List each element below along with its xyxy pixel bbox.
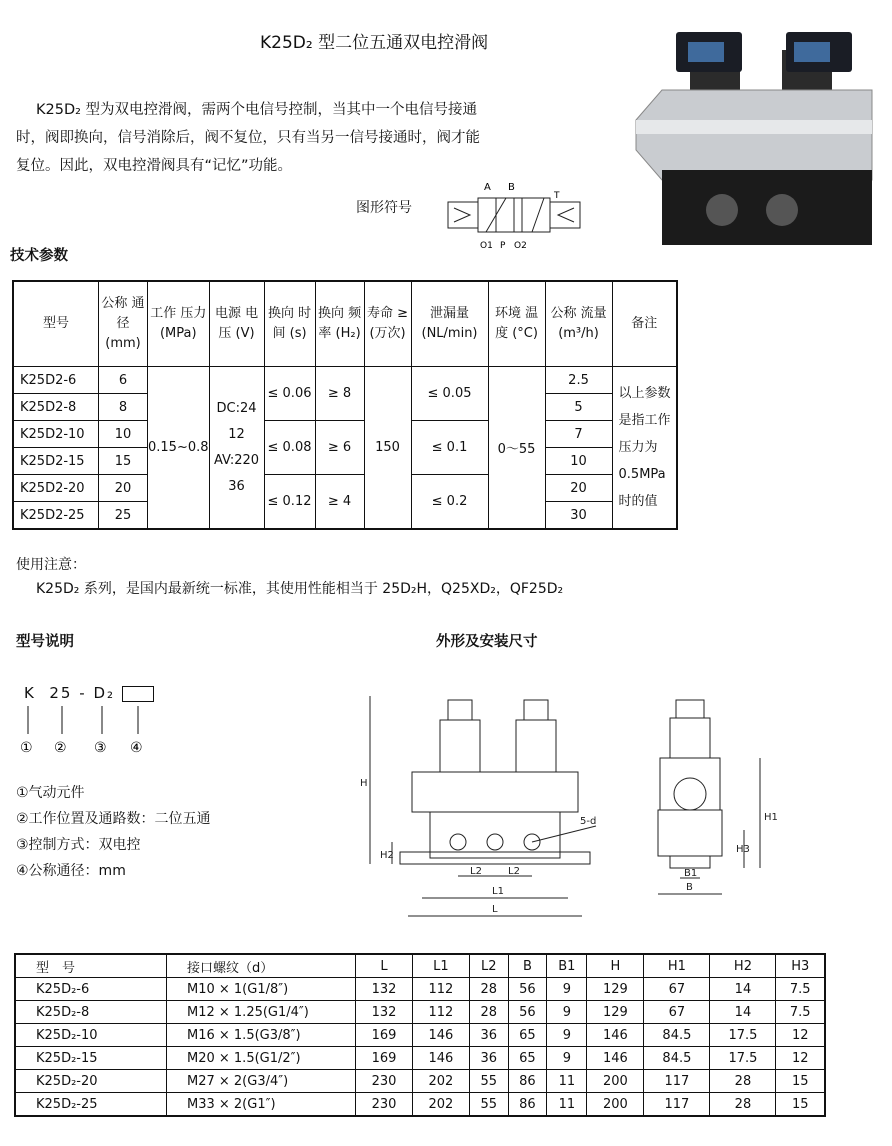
th-switch-time: 换向 时间 (s): [264, 281, 315, 367]
dimension-section-title: 外形及安装尺寸: [436, 634, 538, 650]
side-bore: [674, 778, 706, 810]
cell-life: 150: [364, 367, 411, 530]
dh-b1: B1: [547, 954, 587, 978]
tech-section-title: 技术参数: [10, 248, 68, 264]
cell-frequency: ≥ 4: [315, 475, 364, 530]
dim-label-b: B: [686, 882, 693, 893]
cell-flow: 7: [545, 421, 612, 448]
cell-model: K25D2-25: [13, 502, 99, 530]
side-base: [658, 810, 722, 856]
cell-diameter: 8: [99, 394, 148, 421]
front-view-drawing: [350, 690, 610, 930]
symbol-port-a: A: [484, 182, 491, 193]
model-item-1: ①气动元件: [16, 785, 85, 801]
dim-cell: M33 × 2(G1″): [167, 1093, 356, 1117]
model-item-3: ③控制方式：双电控: [16, 837, 141, 853]
dim-cell: M10 × 1(G1/8″): [167, 978, 356, 1001]
dim-table-header: [15, 954, 825, 978]
model-code-series: 25: [49, 684, 73, 702]
model-item-4: ④公称通径：mm: [16, 863, 126, 879]
dim-cell: 36: [469, 1047, 508, 1070]
dim-cell: 146: [587, 1047, 644, 1070]
usage-text: K25D₂ 系列，是国内最新统一标准，其使用性能相当于 25D₂H，Q25XD₂，QF25D₂: [36, 581, 564, 597]
remark-line: 以上参数: [618, 386, 671, 401]
cell-model: K25D2-10: [13, 421, 99, 448]
dim-cell: 67: [644, 978, 710, 1001]
dim-cell: 9: [547, 1001, 587, 1024]
th-flow: 公称 流量 (m³/h): [545, 281, 612, 367]
dim-cell: 169: [356, 1047, 413, 1070]
remark-line: 压力为: [618, 440, 658, 455]
dim-label-l: L: [492, 904, 498, 915]
dim-cell: 14: [710, 978, 776, 1001]
front-solenoid-right: [516, 720, 556, 772]
cell-model: K25D2-15: [13, 448, 99, 475]
symbol-label: 图形符号: [356, 200, 412, 216]
model-code-k: K: [24, 684, 36, 702]
dim-cell: M20 × 1.5(G1/2″): [167, 1047, 356, 1070]
dim-cell: K25D₂-6: [15, 978, 167, 1001]
dim-cell: 67: [644, 1001, 710, 1024]
dim-cell: K25D₂-15: [15, 1047, 167, 1070]
dim-cell: 11: [547, 1070, 587, 1093]
cell-flow: 20: [545, 475, 612, 502]
page-title: K25D₂ 型二位五通双电控滑阀: [260, 33, 489, 53]
symbol-port-t: T: [554, 191, 560, 201]
cell-temperature: 0～55: [488, 367, 545, 530]
dim-cell: 146: [412, 1024, 469, 1047]
dh-thread: 接口螺纹（d）: [167, 954, 356, 978]
remark-line: 时的值: [618, 494, 658, 509]
dim-cell: 28: [710, 1070, 776, 1093]
symbol-flow-4: [532, 198, 544, 232]
dim-cell: 65: [508, 1024, 547, 1047]
dim-cell: 230: [356, 1070, 413, 1093]
th-model: 型号: [13, 281, 99, 367]
front-port-2: [487, 834, 503, 850]
dh-h3: H3: [776, 954, 825, 978]
side-body: [660, 758, 720, 810]
model-code-d: D₂: [93, 684, 116, 702]
table-row: [15, 1047, 825, 1070]
dh-b: B: [508, 954, 547, 978]
front-solenoid-left: [440, 720, 480, 772]
dim-label-b1: B1: [684, 868, 698, 879]
th-life: 寿命 ≥ (万次): [364, 281, 411, 367]
dim-cell: 129: [587, 1001, 644, 1024]
symbol-port-p: P: [500, 241, 506, 251]
dim-cell: K25D₂-8: [15, 1001, 167, 1024]
front-valve-base: [430, 812, 560, 858]
cell-pressure: 0.15~0.8: [148, 367, 210, 530]
dim-cell: 15: [776, 1093, 825, 1117]
dim-cell: 7.5: [776, 978, 825, 1001]
dim-cell: 28: [710, 1093, 776, 1117]
port-hole-2: [766, 194, 798, 226]
dim-cell: 9: [547, 1047, 587, 1070]
dim-cell: 9: [547, 978, 587, 1001]
dim-label-d: 5-d: [580, 816, 597, 827]
table-row: [15, 1093, 825, 1117]
cell-switch-time: ≤ 0.12: [264, 475, 315, 530]
th-remark: 备注: [612, 281, 677, 367]
dim-cell: 28: [469, 1001, 508, 1024]
dim-cell: 117: [644, 1070, 710, 1093]
dim-cell: 132: [356, 978, 413, 1001]
dim-cell: M16 × 1.5(G3/8″): [167, 1024, 356, 1047]
dim-cell: 28: [469, 978, 508, 1001]
dim-cell: K25D₂-20: [15, 1070, 167, 1093]
tech-table-header: [13, 281, 677, 367]
solenoid-label-right: [794, 42, 830, 62]
dim-cell: 7.5: [776, 1001, 825, 1024]
model-number-3: ③: [94, 740, 107, 756]
symbol-right-coil: [558, 208, 574, 222]
table-row: [13, 421, 677, 448]
dim-label-h2: H2: [380, 850, 394, 861]
voltage-12: 12: [228, 426, 245, 442]
dim-cell: K25D₂-10: [15, 1024, 167, 1047]
cell-flow: 10: [545, 448, 612, 475]
cell-flow: 2.5: [545, 367, 612, 394]
symbol-box-right: [514, 198, 550, 232]
dim-cell: 117: [644, 1093, 710, 1117]
model-item-2: ②工作位置及通路数：二位五通: [16, 811, 211, 827]
dim-cell: 17.5: [710, 1047, 776, 1070]
valve-photo: [632, 20, 882, 260]
front-valve-body: [412, 772, 578, 812]
dim-cell: 112: [412, 1001, 469, 1024]
dim-label-l2b: L2: [508, 866, 520, 877]
dim-cell: 11: [547, 1093, 587, 1117]
cell-remark: [612, 367, 677, 530]
dim-label-h: H: [360, 778, 368, 789]
dim-label-l1: L1: [492, 886, 504, 897]
dim-cell: 202: [412, 1093, 469, 1117]
dh-h2: H2: [710, 954, 776, 978]
cell-diameter: 25: [99, 502, 148, 530]
dim-cell: M12 × 1.25(G1/4″): [167, 1001, 356, 1024]
model-section-title: 型号说明: [16, 634, 74, 650]
remark-line: 0.5MPa: [618, 467, 666, 482]
side-solenoid: [670, 718, 710, 758]
dim-cell: 112: [412, 978, 469, 1001]
cell-frequency: ≥ 6: [315, 421, 364, 475]
dim-cell: 56: [508, 978, 547, 1001]
model-number-1: ①: [20, 740, 33, 756]
dh-h1: H1: [644, 954, 710, 978]
dim-cell: 200: [587, 1093, 644, 1117]
th-pressure: 工作 压力 (MPa): [148, 281, 210, 367]
dim-cell: 146: [587, 1024, 644, 1047]
dim-cell: 56: [508, 1001, 547, 1024]
th-diameter: 公称 通径 (mm): [99, 281, 148, 367]
dim-cell: 86: [508, 1093, 547, 1117]
th-temperature: 环境 温度 (°C): [488, 281, 545, 367]
th-voltage: 电源 电压 (V): [209, 281, 264, 367]
model-code-leaders: [16, 700, 166, 760]
dim-cell: 84.5: [644, 1047, 710, 1070]
voltage-ac: AV:220: [213, 452, 260, 468]
dim-cell: 202: [412, 1070, 469, 1093]
dim-cell: 9: [547, 1024, 587, 1047]
usage-title: 使用注意：: [16, 557, 86, 573]
dim-cell: 169: [356, 1024, 413, 1047]
valve-body-highlight: [636, 120, 872, 134]
dim-cell: 12: [776, 1047, 825, 1070]
dim-cell: 14: [710, 1001, 776, 1024]
dh-model: 型 号: [15, 954, 167, 978]
dim-label-h1: H1: [764, 812, 778, 823]
dim-cell: M27 × 2(G3/4″): [167, 1070, 356, 1093]
cell-model: K25D2-20: [13, 475, 99, 502]
cell-flow: 30: [545, 502, 612, 530]
model-number-2: ②: [54, 740, 67, 756]
table-row: [13, 475, 677, 502]
intro-paragraph: K25D₂ 型为双电控滑阀，需两个电信号控制，当其中一个电信号接通时，阀即换向，信号消除后，阀不复位，只有当另一信号接通时，阀才能复位。因此，双电控滑阀具有“记忆”功能。: [16, 102, 480, 174]
cell-leakage: ≤ 0.1: [411, 421, 488, 475]
dh-l2: L2: [469, 954, 508, 978]
front-cap-left: [448, 700, 472, 720]
dim-cell: 86: [508, 1070, 547, 1093]
voltage-dc: DC:24: [216, 400, 257, 416]
remark-line: 是指工作: [618, 413, 671, 428]
th-frequency: 换向 频率 (H₂): [315, 281, 364, 367]
dim-cell: 84.5: [644, 1024, 710, 1047]
solenoid-label-left: [688, 42, 724, 62]
dim-cell: K25D₂-25: [15, 1093, 167, 1117]
cell-diameter: 10: [99, 421, 148, 448]
cell-model: K25D2-8: [13, 394, 99, 421]
side-view-drawing: [640, 690, 790, 910]
table-row: [15, 978, 825, 1001]
dim-label-l2a: L2: [470, 866, 482, 877]
port-hole-1: [706, 194, 738, 226]
table-row: [15, 1001, 825, 1024]
valve-symbol: [440, 176, 590, 252]
th-leakage: 泄漏量 (NL/min): [411, 281, 488, 367]
side-cap: [676, 700, 704, 718]
cell-flow: 5: [545, 394, 612, 421]
tech-table: [12, 280, 678, 530]
cell-leakage: ≤ 0.05: [411, 367, 488, 421]
dh-l: L: [356, 954, 413, 978]
cell-leakage: ≤ 0.2: [411, 475, 488, 530]
dim-cell: 132: [356, 1001, 413, 1024]
cell-diameter: 20: [99, 475, 148, 502]
dim-cell: 146: [412, 1047, 469, 1070]
valve-body: [636, 90, 872, 180]
symbol-left-coil: [454, 208, 470, 222]
dim-cell: 36: [469, 1024, 508, 1047]
dim-leader-d: [532, 826, 596, 842]
table-row: [15, 1024, 825, 1047]
dim-cell: 129: [587, 978, 644, 1001]
dim-cell: 230: [356, 1093, 413, 1117]
dimension-table: [14, 953, 826, 1117]
dim-cell: 55: [469, 1070, 508, 1093]
cell-frequency: ≥ 8: [315, 367, 364, 421]
dim-cell: 15: [776, 1070, 825, 1093]
model-code-sep: -: [79, 684, 87, 702]
dim-cell: 55: [469, 1093, 508, 1117]
symbol-port-o1: O1: [480, 241, 493, 251]
dim-cell: 200: [587, 1070, 644, 1093]
front-port-1: [450, 834, 466, 850]
front-cap-right: [524, 700, 548, 720]
cell-voltage: [209, 367, 264, 530]
dh-h: H: [587, 954, 644, 978]
side-foot: [670, 856, 710, 868]
dim-label-h3: H3: [736, 844, 750, 855]
symbol-right-actuator: [550, 202, 580, 228]
cell-switch-time: ≤ 0.08: [264, 421, 315, 475]
cell-model: K25D2-6: [13, 367, 99, 394]
voltage-36: 36: [228, 478, 245, 494]
cell-diameter: 15: [99, 448, 148, 475]
model-number-4: ④: [130, 740, 143, 756]
table-row: [13, 367, 677, 394]
dim-cell: 65: [508, 1047, 547, 1070]
cell-switch-time: ≤ 0.06: [264, 367, 315, 421]
dim-cell: 17.5: [710, 1024, 776, 1047]
table-row: [15, 1070, 825, 1093]
cell-diameter: 6: [99, 367, 148, 394]
dim-cell: 12: [776, 1024, 825, 1047]
dim-table-body: [15, 978, 825, 1117]
symbol-port-b: B: [508, 182, 515, 193]
symbol-port-o2: O2: [514, 241, 527, 251]
dh-l1: L1: [412, 954, 469, 978]
symbol-left-actuator: [448, 202, 478, 228]
